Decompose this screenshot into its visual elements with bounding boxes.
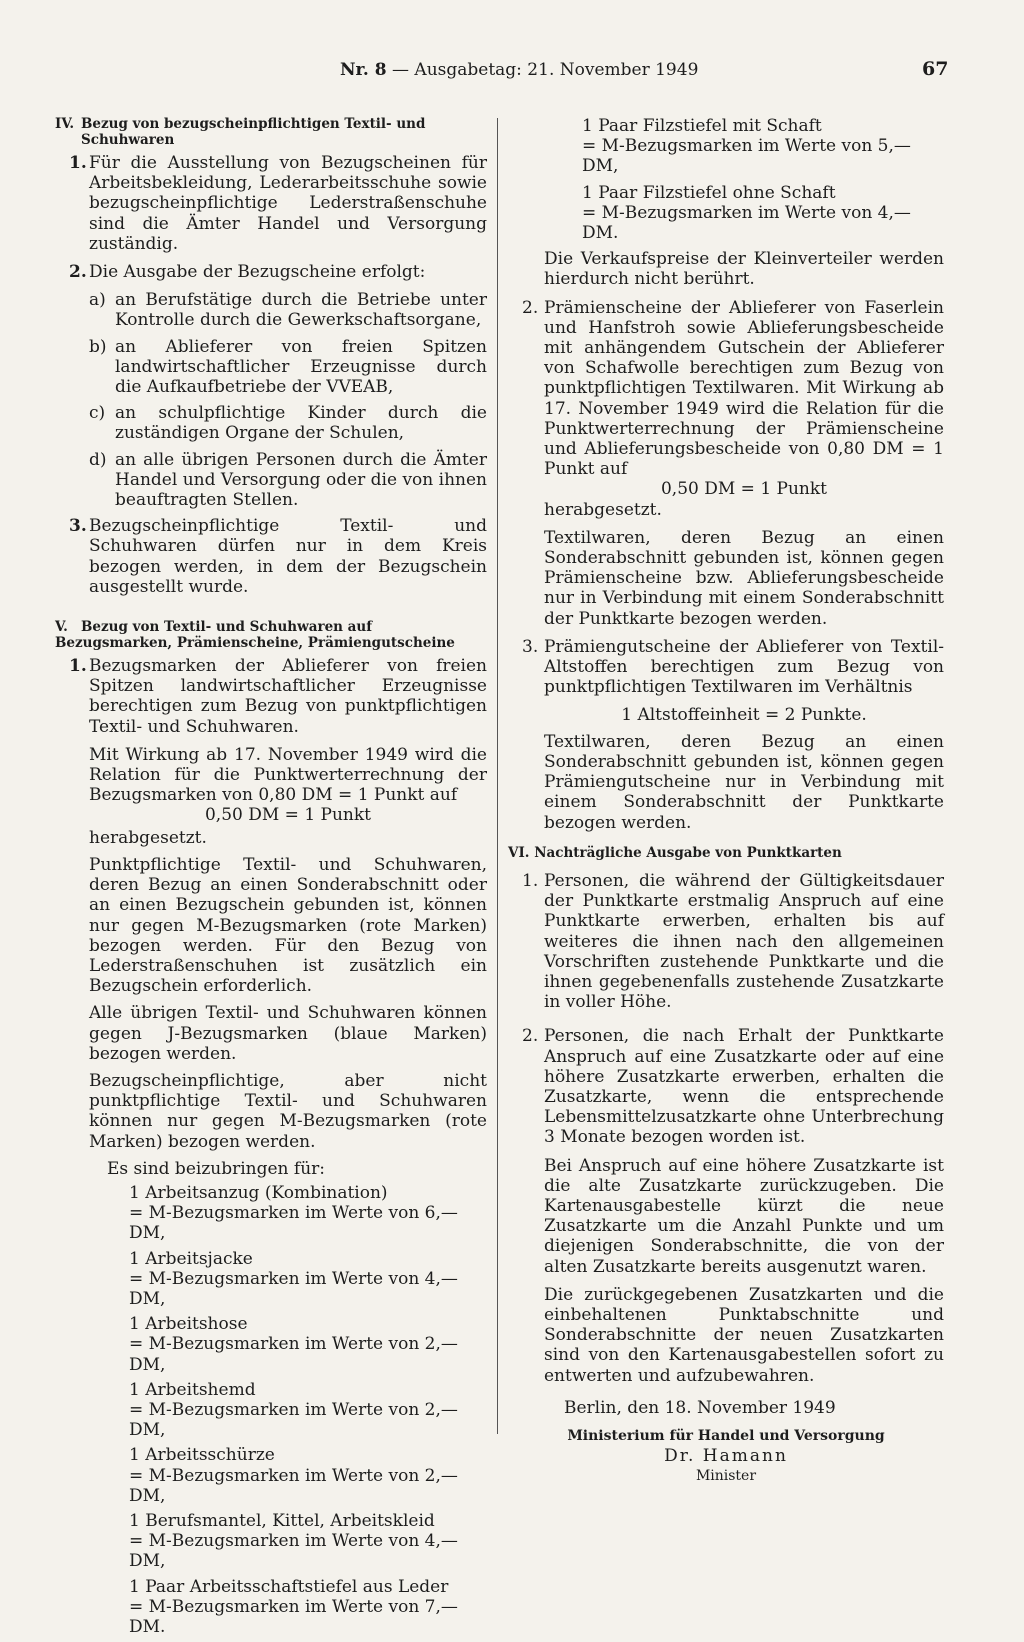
- v-relation-text: Mit Wirkung ab 17. November 1949 wird die Relation für die Punktwerterrechnung der Bezugsmarken von 0,80 DM = 1 Punkt auf: [89, 744, 487, 806]
- list-item: [55, 1577, 487, 1638]
- list-item: [55, 1249, 487, 1310]
- v-paragraph-3: Alle übrigen Textil- und Schuhwaren können gegen J-Bezugsmarken (blaue Marken) bezogen werden.: [89, 1003, 487, 1064]
- item-name: 1 Paar Filzstiefel mit Schaft: [582, 116, 822, 136]
- item-equation: = M-Bezugsmarken im Werte von 7,— DM.: [129, 1596, 458, 1637]
- iv-sub-c: c) an schulpflichtige Kinder durch die zuständigen Organe der Schulen,: [89, 403, 487, 444]
- item-equation: = M-Bezugsmarken im Werte von 2,— DM,: [129, 1465, 458, 1506]
- iv-item-2: 2. Die Ausgabe der Bezugscheine erfolgt:: [69, 262, 426, 283]
- item-name: 1 Paar Arbeitsschaftstiefel aus Leder: [129, 1576, 449, 1597]
- v3-paragraph: Textilwaren, deren Bezug an einen Sonderabschnitt gebunden ist, können gegen Prämiengutscheine nur in Verbindung mit einem Sonderabschnitt der Punktkarte bezogen werden.: [544, 731, 944, 833]
- item-equation: = M-Bezugsmarken im Werte von 2,— DM,: [129, 1334, 458, 1375]
- v2-paragraph: Textilwaren, deren Bezug an einen Sonderabschnitt gebunden ist, können gegen Prämienscheine bzw. Ablieferungsbescheide nur in Verbindung mit einem Sonderabschnitt der Punktkarte bezogen werden.: [544, 527, 944, 629]
- page-header: [0, 60, 1024, 88]
- item-equation: = M-Bezugsmarken im Werte von 4,— DM.: [582, 202, 911, 244]
- signer-name: Dr. Hamann: [664, 1446, 788, 1467]
- vi-item-1: 1. Personen, die während der Gültigkeitsdauer der Punktkarte erstmalig Anspruch auf eine Punktkarte erwerben, erhalten bis auf weiteres die ihnen nach den allgemeinen Vorschriften zustehende Punktkarte und die ihnen gegebenenfalls zustehende Zusatzkarte in voller Höhe.: [522, 870, 944, 1013]
- v-relation-equation: 0,50 DM = 1 Punkt: [204, 805, 372, 826]
- item-name: 1 Arbeitsschürze: [129, 1445, 275, 1466]
- v-item-1: 1. Bezugsmarken der Ablieferer von freien Spitzen landwirtschaftlicher Erzeugnisse berechtigen zum Bezug von punktpflichtigen Textil- und Schuhwaren.: [69, 656, 487, 737]
- item-equation: = M-Bezugsmarken im Werte von 4,— DM,: [129, 1531, 458, 1572]
- vi-item-2: 2. Personen, die nach Erhalt der Punktkarte Anspruch auf eine Zusatzkarte oder auf eine höhere Zusatzkarte erwerben, erhalten die Zusatzkarte, wenn die entsprechende Lebensmittelzusatzkarte ohne Unterbrechung 3 Monate bezogen worden ist.: [522, 1026, 944, 1148]
- left-column: [55, 116, 487, 1642]
- v-list-intro: Es sind beizubringen für:: [107, 1158, 326, 1179]
- list-item: [508, 183, 944, 244]
- section-vi-heading: VI. Nachträgliche Ausgabe von Punktkarten: [508, 844, 842, 861]
- issue-line: Nr. 8 — Ausgabetag: 21. November 1949: [340, 60, 699, 80]
- v2-equation: 0,50 DM = 1 Punkt: [660, 479, 828, 500]
- list-item: [508, 116, 944, 177]
- v2-end: herabgesetzt.: [544, 499, 662, 520]
- item-name: 1 Arbeitsjacke: [129, 1248, 253, 1269]
- list-item: [55, 1511, 487, 1572]
- vi-paragraph-2: Die zurückgegebenen Zusatzkarten und die einbehaltenen Punktabschnitte und Sonderabschnitte der neuen Zusatzkarten sind von den Kartenausgabestellen sofort zu entwerten und aufzubewahren.: [544, 1284, 944, 1386]
- item-equation: = M-Bezugsmarken im Werte von 4,— DM,: [129, 1268, 458, 1309]
- item-list-continued: [508, 116, 944, 243]
- iv-item-1: 1. Für die Ausstellung von Bezugscheinen für Arbeitsbekleidung, Lederarbeitsschuhe sowie bezugscheinpflichtige Lederstraßenschuhe sind die Ämter Handel und Versorgung zuständig.: [69, 153, 487, 254]
- list-item: [55, 1314, 487, 1375]
- list-item: [55, 1445, 487, 1506]
- v-paragraph-2: Punktpflichtige Textil- und Schuhwaren, deren Bezug an einen Sonderabschnitt oder an einen Bezugschein gebunden ist, können nur gegen M-Bezugsmarken (rote Marken) bezogen werden. Für den Bezug von Lederstraßenschuhen ist zusätzlich ein Bezugschein erforderlich.: [89, 854, 487, 997]
- v-relation-end: herabgesetzt.: [89, 827, 207, 848]
- vi-paragraph-1: Bei Anspruch auf eine höhere Zusatzkarte ist die alte Zusatzkarte zurückzugeben. Die Kartenausgabestelle kürzt die neue Zusatzkarte um die Anzahl Punkte und um diejenigen Sonderabschnitte, die von der alten Zusatzkarte bereits ausgenutzt waren.: [544, 1155, 944, 1277]
- item-name: 1 Arbeitsanzug (Kombination): [129, 1182, 388, 1203]
- price-note: Die Verkaufspreise der Kleinverteiler werden hierdurch nicht berührt.: [544, 249, 944, 290]
- place-date: Berlin, den 18. November 1949: [564, 1397, 836, 1418]
- item-name: 1 Berufsmantel, Kittel, Arbeitskleid: [129, 1510, 435, 1531]
- item-name: 1 Arbeitshemd: [129, 1379, 256, 1400]
- item-name: 1 Paar Filzstiefel ohne Schaft: [582, 182, 836, 203]
- signer-role: Minister: [695, 1468, 757, 1485]
- list-item: [55, 1380, 487, 1441]
- page-number: 67: [922, 58, 949, 80]
- section-iv-heading: IV. Bezug von bezugscheinpflichtigen Textil- und Schuhwaren: [55, 116, 426, 148]
- item-equation: = M-Bezugsmarken im Werte von 2,— DM,: [129, 1399, 458, 1441]
- item-name: 1 Arbeitshose: [129, 1314, 248, 1335]
- iv-item-3: 3. Bezugscheinpflichtige Textil- und Schuhwaren dürfen nur in dem Kreis bezogen werden, in dem der Bezugschein ausgestellt wurde.: [69, 516, 487, 597]
- iv-sub-a: a) an Berufstätige durch die Betriebe unter Kontrolle durch die Gewerkschaftsorgane,: [89, 290, 487, 331]
- section-v-heading: V. Bezug von Textil- und Schuhwaren auf Bezugsmarken, Prämienscheine, Prämiengutscheine: [55, 619, 455, 652]
- v-item-3: 3. Prämiengutscheine der Ablieferer von Textil-Altstoffen berechtigen zum Bezug von punktpflichtigen Textilwaren im Verhältnis: [522, 636, 944, 698]
- item-list: [55, 1183, 487, 1637]
- item-equation: = M-Bezugsmarken im Werte von 5,— DM,: [582, 136, 911, 177]
- iv-sub-b: b) an Ablieferer von freien Spitzen landwirtschaftlicher Erzeugnisse durch die Aufkaufbetriebe der VVEAB,: [89, 336, 487, 398]
- iv-sub-d: d) an alle übrigen Personen durch die Ämter Handel und Versorgung oder die von ihnen beauftragten Stellen.: [89, 449, 487, 511]
- item-equation: = M-Bezugsmarken im Werte von 6,— DM,: [129, 1203, 458, 1244]
- v3-equation: 1 Altstoffeinheit = 2 Punkte.: [621, 705, 867, 726]
- list-item: [55, 1183, 487, 1244]
- column-divider: [497, 118, 498, 1434]
- ministry-name: Ministerium für Handel und Versorgung: [567, 1427, 885, 1444]
- v-item-2: 2. Prämienscheine der Ablieferer von Faserlein und Hanfstroh sowie Ablieferungsbescheide mit anhängendem Gutschein der Ablieferer von Schafwolle berechtigen zum Bezug von punktpflichtigen Textilwaren. Mit Wirkung ab 17. November 1949 wird die Relation für die Punktwerterrechnung der Prämienscheine und Ablieferungsbescheide von 0,80 DM = 1 Punkt auf: [522, 297, 944, 480]
- v-paragraph-4: Bezugscheinpflichtige, aber nicht punktpflichtige Textil- und Schuhwaren können nur gegen M-Bezugsmarken (rote Marken) bezogen werden.: [89, 1070, 487, 1152]
- right-column: [508, 116, 944, 1487]
